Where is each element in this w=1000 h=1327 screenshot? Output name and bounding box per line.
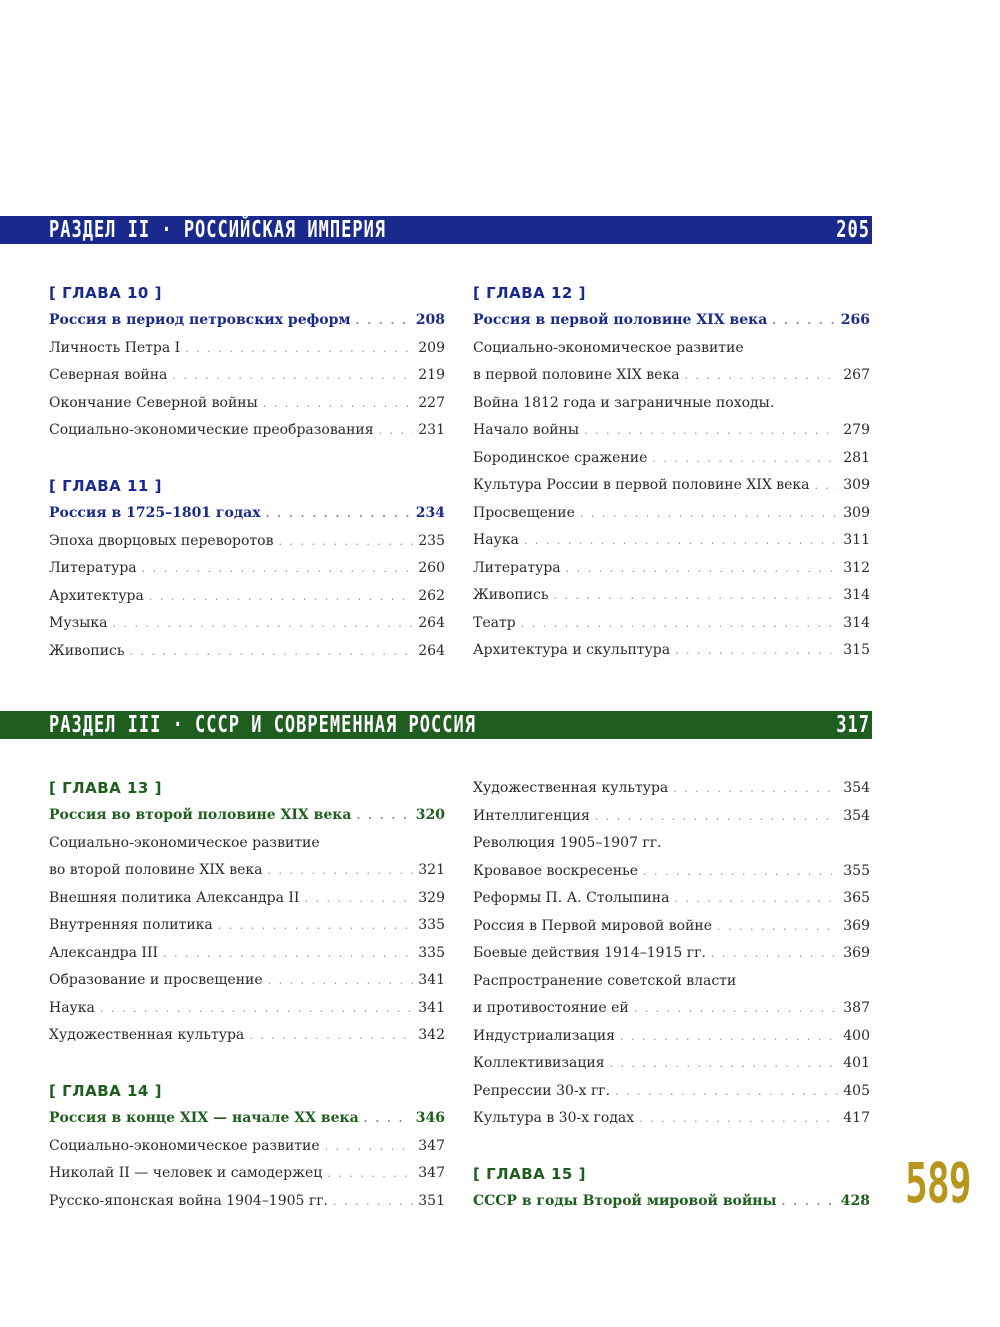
entry-title: Реформы П. А. Столыпина	[473, 890, 670, 906]
entry-title: Внешняя политика Александра II	[49, 889, 300, 906]
dot-leader	[172, 362, 413, 390]
entry-page: 266	[840, 312, 870, 328]
toc-entry[interactable]	[49, 362, 445, 390]
entry-title: Литература	[49, 560, 137, 576]
entry-title: Кровавое воскресенье	[473, 862, 639, 879]
toc-entry[interactable]	[49, 528, 445, 556]
toc-entry[interactable]	[473, 582, 870, 610]
dot-leader	[218, 912, 413, 940]
toc-entry[interactable]	[49, 885, 445, 913]
entry-title: Архитектура и скульптура	[473, 642, 671, 658]
entry-page: 309	[843, 504, 870, 521]
entry-title: во второй половине XIX века	[49, 862, 263, 878]
entry-page: 235	[418, 532, 445, 549]
dot-leader	[673, 775, 838, 803]
toc-entry[interactable]	[49, 335, 445, 363]
toc-entry[interactable]	[473, 417, 870, 445]
toc-entry[interactable]	[49, 1188, 445, 1216]
toc-entry[interactable]	[473, 1023, 870, 1051]
dot-leader	[815, 472, 839, 500]
chapter-14-continued	[473, 775, 870, 1133]
entry-title: Боевые действия 1914–1915 гг.	[473, 945, 706, 961]
section-title: РАЗДЕЛ III · СССР И СОВРЕМЕННАЯ РОССИЯ	[49, 711, 476, 739]
entry-page: 227	[418, 394, 445, 411]
entry-title: Александра III	[49, 944, 159, 961]
dot-leader	[639, 1105, 838, 1133]
entry-title: Музыка	[49, 615, 108, 631]
entry-title: Коллективизация	[473, 1055, 605, 1071]
toc-entry[interactable]	[473, 1078, 870, 1106]
entry-page: 281	[843, 449, 870, 466]
entry-title: Социально-экономические преобразования	[49, 422, 374, 438]
dot-leader	[130, 638, 414, 666]
entry-page: 260	[418, 560, 445, 576]
dot-leader	[685, 362, 839, 390]
entry-page: 401	[843, 1055, 870, 1071]
toc-entry[interactable]	[49, 638, 445, 666]
entry-title: Социально-экономическое развитие	[49, 834, 320, 851]
toc-entry[interactable]	[49, 830, 445, 858]
dot-leader	[634, 995, 839, 1023]
toc-entry[interactable]	[49, 940, 445, 968]
dot-leader	[674, 885, 838, 913]
entry-title: Наука	[49, 999, 95, 1016]
chapter-label: [ ГЛАВА 12 ]	[473, 284, 586, 302]
entry-title: Культура в 30-х годах	[473, 1110, 635, 1126]
dot-leader	[100, 995, 413, 1023]
dot-leader	[325, 1133, 414, 1161]
dot-leader	[610, 1050, 839, 1078]
chapter-10	[49, 280, 445, 445]
entry-title: Окончание Северной войны	[49, 394, 258, 411]
section-band-3	[0, 711, 872, 739]
section-title: РАЗДЕЛ II · РОССИЙСКАЯ ИМПЕРИЯ	[49, 216, 387, 244]
entry-title: Распространение советской власти	[473, 972, 737, 989]
entry-title: Русско-японская война 1904–1905 гг.	[49, 1192, 328, 1209]
entry-title: Архитектура	[49, 587, 144, 604]
dot-leader	[304, 885, 413, 913]
entry-page: 231	[418, 422, 445, 438]
entry-page: 314	[843, 614, 870, 631]
chapter-label: [ ГЛАВА 13 ]	[49, 779, 162, 797]
dot-leader	[782, 1188, 836, 1216]
dot-leader	[711, 940, 838, 968]
entry-title: Николай II — человек и самодержец	[49, 1165, 323, 1181]
entry-title: Революция 1905–1907 гг.	[473, 835, 662, 851]
toc-entry[interactable]	[473, 472, 870, 500]
entry-page: 219	[418, 367, 445, 383]
entry-title: и противостояние ей	[473, 1000, 629, 1016]
entry-page: 355	[843, 862, 870, 879]
entry-page: 400	[843, 1027, 870, 1044]
toc-entry[interactable]	[473, 940, 870, 968]
entry-page: 209	[418, 339, 445, 356]
dot-leader	[615, 1078, 838, 1106]
entry-page: 405	[843, 1082, 870, 1099]
entry-page: 387	[843, 1000, 870, 1016]
dot-leader	[620, 1023, 838, 1051]
entry-page: 342	[418, 1027, 445, 1043]
entry-page: 321	[418, 862, 445, 878]
entry-page: 234	[415, 505, 445, 521]
entry-title: Индустриализация	[473, 1027, 615, 1044]
entry-title: Россия в первой половине XIX века	[473, 312, 768, 328]
toc-entry[interactable]	[49, 1133, 445, 1161]
toc-entry[interactable]	[473, 610, 870, 638]
dot-leader	[580, 500, 838, 528]
entry-page: 417	[843, 1110, 870, 1126]
toc-entry[interactable]	[473, 968, 870, 996]
entry-title: Художественная культура	[473, 780, 669, 796]
toc-entry[interactable]	[473, 390, 870, 418]
entry-page: 354	[843, 807, 870, 824]
entry-page: 320	[415, 807, 445, 823]
entry-title: Россия во второй половине XIX века	[49, 807, 352, 823]
dot-leader	[268, 857, 414, 885]
entry-title: Северная война	[49, 367, 168, 383]
entry-page: 335	[418, 917, 445, 933]
entry-page: 311	[843, 532, 870, 548]
entry-title: Бородинское сражение	[473, 449, 648, 466]
chapter-13	[49, 775, 445, 1050]
toc-entry[interactable]	[49, 417, 445, 445]
toc-entry[interactable]	[49, 995, 445, 1023]
dot-leader	[142, 555, 414, 583]
entry-title: Наука	[473, 532, 519, 548]
entry-page: 208	[415, 312, 445, 328]
entry-page: 341	[418, 999, 445, 1016]
toc-entry[interactable]	[473, 527, 870, 555]
chapter-heading[interactable]	[49, 500, 445, 528]
entry-page: 369	[843, 945, 870, 961]
chapter-heading[interactable]	[49, 307, 445, 335]
entry-title: Интеллигенция	[473, 807, 590, 824]
entry-title: Социально-экономическое развитие	[473, 339, 744, 356]
entry-page: 314	[843, 587, 870, 603]
entry-title: Внутренняя политика	[49, 917, 213, 933]
dot-leader	[652, 445, 838, 473]
entry-page: 264	[418, 642, 445, 659]
chapter-heading[interactable]	[473, 1188, 870, 1216]
toc-entry[interactable]	[473, 995, 870, 1023]
dot-leader	[584, 417, 838, 445]
section-band-2	[0, 216, 872, 244]
chapter-12	[473, 280, 870, 665]
toc-entry[interactable]	[473, 500, 870, 528]
toc-entry[interactable]	[49, 1022, 445, 1050]
dot-leader	[364, 1105, 411, 1133]
chapter-14	[49, 1078, 445, 1215]
dot-leader	[717, 913, 838, 941]
chapter-label: [ ГЛАВА 15 ]	[473, 1165, 586, 1183]
dot-leader	[379, 417, 414, 445]
entry-title: в первой половине XIX века	[473, 367, 680, 383]
chapter-15	[473, 1161, 870, 1216]
dot-leader	[266, 500, 411, 528]
entry-page: 315	[843, 642, 870, 658]
entry-title: Живопись	[49, 642, 125, 659]
dot-leader	[643, 858, 838, 886]
toc-entry[interactable]	[473, 885, 870, 913]
dot-leader	[249, 1022, 413, 1050]
entry-title: Литература	[473, 559, 561, 576]
entry-title: Россия в период петровских реформ	[49, 312, 351, 328]
chapter-heading[interactable]	[49, 1105, 445, 1133]
entry-page: 309	[843, 477, 870, 493]
dot-leader	[675, 637, 838, 665]
entry-page: 329	[418, 889, 445, 906]
dot-leader	[554, 582, 839, 610]
dot-leader	[268, 967, 414, 995]
entry-title: Россия в конце XIX — начале XX века	[49, 1110, 359, 1126]
entry-title: Просвещение	[473, 504, 575, 521]
entry-page: 267	[843, 367, 870, 383]
toc-entry[interactable]	[49, 857, 445, 885]
chapter-label: [ ГЛАВА 11 ]	[49, 477, 162, 495]
entry-page: 341	[418, 972, 445, 988]
dot-leader	[278, 528, 413, 556]
entry-page: 264	[418, 615, 445, 631]
entry-title: Социально-экономическое развитие	[49, 1137, 320, 1154]
dot-leader	[356, 802, 410, 830]
toc-entry[interactable]	[473, 913, 870, 941]
toc-entry[interactable]	[49, 610, 445, 638]
toc-entry[interactable]	[49, 583, 445, 611]
toc-entry[interactable]	[473, 335, 870, 363]
entry-title: Россия в 1725–1801 годах	[49, 505, 261, 521]
toc-entry[interactable]	[473, 803, 870, 831]
dot-leader	[524, 527, 838, 555]
entry-page: 369	[843, 917, 870, 934]
entry-page: 347	[418, 1165, 445, 1181]
dot-leader	[595, 803, 838, 831]
entry-page: 354	[843, 780, 870, 796]
dot-leader	[263, 390, 413, 418]
chapter-label: [ ГЛАВА 10 ]	[49, 284, 162, 302]
entry-page: 351	[418, 1192, 445, 1209]
entry-page: 279	[843, 422, 870, 438]
entry-page: 312	[843, 559, 870, 576]
chapter-heading[interactable]	[49, 802, 445, 830]
entry-title: СССР в годы Второй мировой войны	[473, 1193, 777, 1209]
dot-leader	[566, 555, 839, 583]
entry-title: Образование и просвещение	[49, 972, 263, 988]
toc-entry[interactable]	[49, 1160, 445, 1188]
toc-entry[interactable]	[473, 775, 870, 803]
dot-leader	[356, 307, 411, 335]
section-page: 205	[836, 216, 870, 244]
entry-title: Начало войны	[473, 422, 580, 438]
entry-page: 262	[418, 587, 445, 604]
toc-entry[interactable]	[473, 858, 870, 886]
entry-title: Театр	[473, 614, 516, 631]
entry-title: Культура России в первой половине XIX века	[473, 477, 810, 493]
entry-title: Художественная культура	[49, 1027, 245, 1043]
entry-title: Личность Петра I	[49, 339, 181, 356]
dot-leader	[327, 1160, 413, 1188]
toc-entry[interactable]	[49, 555, 445, 583]
entry-page: 346	[415, 1110, 445, 1126]
toc-entry[interactable]	[49, 912, 445, 940]
entry-title: Эпоха дворцовых переворотов	[49, 532, 274, 549]
entry-title: Россия в Первой мировой войне	[473, 917, 712, 934]
chapter-11	[49, 473, 445, 665]
toc-entry[interactable]	[473, 362, 870, 390]
dot-leader	[772, 307, 835, 335]
entry-page: 335	[418, 944, 445, 961]
toc-entry[interactable]	[473, 445, 870, 473]
toc-entry[interactable]	[473, 555, 870, 583]
dot-leader	[333, 1188, 413, 1216]
toc-entry[interactable]	[473, 830, 870, 858]
chapter-label: [ ГЛАВА 14 ]	[49, 1082, 162, 1100]
entry-page: 365	[843, 890, 870, 906]
toc-entry[interactable]	[473, 1050, 870, 1078]
page-number: 589	[905, 1151, 971, 1215]
toc-entry[interactable]	[49, 967, 445, 995]
dot-leader	[112, 610, 413, 638]
entry-page: 428	[840, 1193, 870, 1209]
toc-entry[interactable]	[49, 390, 445, 418]
toc-entry[interactable]	[473, 637, 870, 665]
entry-title: Война 1812 года и заграничные походы.	[473, 394, 775, 411]
chapter-heading[interactable]	[473, 307, 870, 335]
section-page: 317	[836, 711, 870, 739]
dot-leader	[163, 940, 413, 968]
dot-leader	[185, 335, 413, 363]
entry-title: Живопись	[473, 587, 549, 603]
dot-leader	[149, 583, 413, 611]
toc-entry[interactable]	[473, 1105, 870, 1133]
entry-title: Репрессии 30-х гг.	[473, 1082, 611, 1099]
entry-page: 347	[418, 1137, 445, 1154]
dot-leader	[521, 610, 839, 638]
